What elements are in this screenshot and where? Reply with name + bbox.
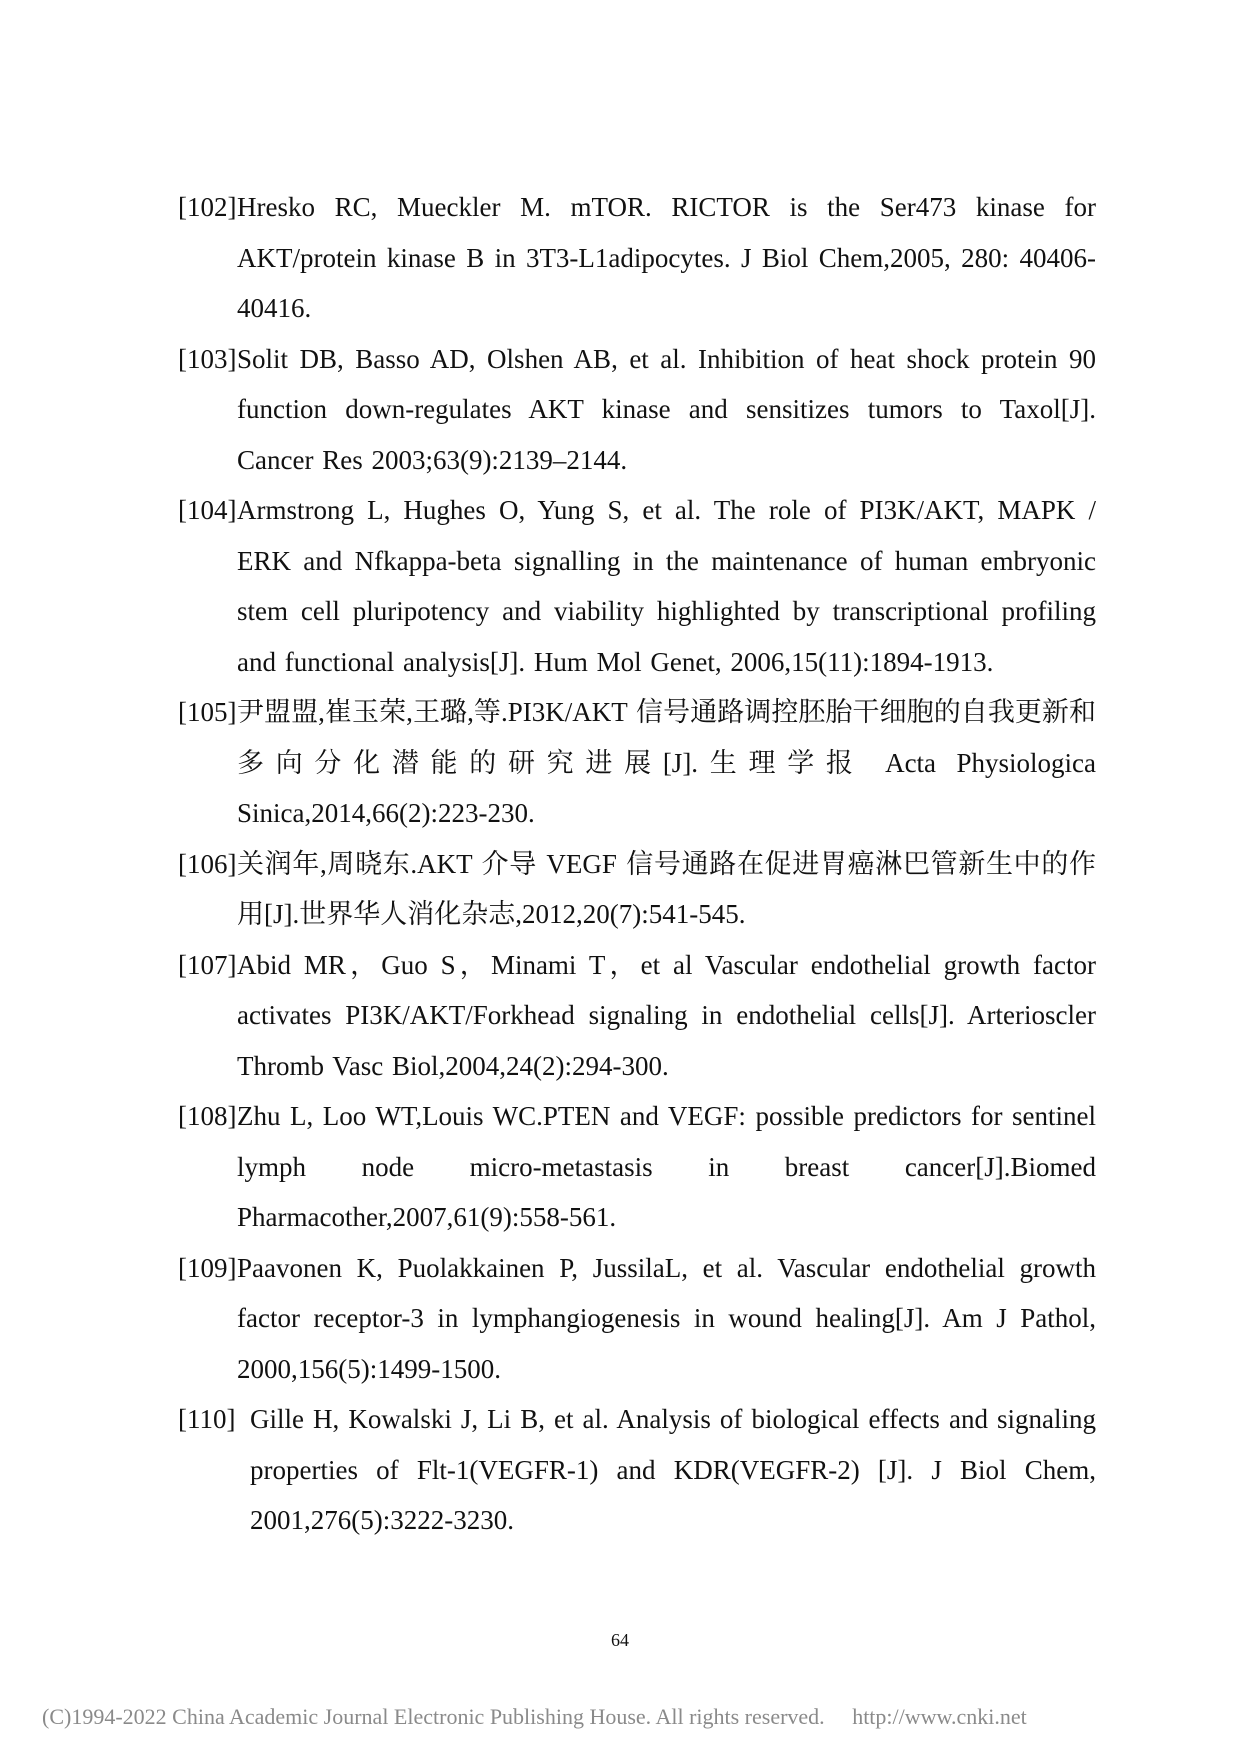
reference-item: [178, 839, 1096, 940]
reference-item: [178, 1091, 1096, 1243]
reference-number: [104]: [178, 495, 237, 525]
reference-number: [105]: [178, 697, 237, 727]
reference-number: [106]: [178, 848, 237, 879]
footer-url-link[interactable]: http://www.cnki.net: [852, 1704, 1027, 1729]
page-number: 64: [611, 1630, 629, 1650]
reference-item: [178, 334, 1096, 486]
copyright-text: (C)1994-2022 China Academic Journal Electronic Publishing House. All rights reserved.: [42, 1704, 825, 1729]
reference-text: Paavonen K, Puolakkainen P, JussilaL, et al. Vascular endothelial growth factor receptor-3 in lymphangiogenesis in wound healing[J]. Am J Pathol, 2000,156(5):1499-1500.: [237, 1252, 1096, 1384]
reference-number: [102]: [178, 192, 237, 222]
reference-list: [178, 182, 1096, 1546]
reference-item: [178, 1394, 1096, 1546]
reference-text: 关润年,周晓东.AKT 介导 VEGF 信号通路在促进胃癌淋巴管新生中的作用[J].世界华人消化杂志,2012,20(7):541-545.: [237, 848, 1096, 929]
reference-number: [103]: [178, 343, 237, 374]
reference-item: [178, 687, 1096, 839]
copyright-footer: [42, 1703, 1027, 1731]
reference-number: [110]: [178, 1404, 236, 1434]
reference-text: Zhu L, Loo WT,Louis WC.PTEN and VEGF: possible predictors for sentinel lymph node micro-metastasis in breast cancer[J].Biomed Pharmacother,2007,61(9):558-561.: [237, 1101, 1096, 1232]
reference-item: [178, 182, 1096, 334]
reference-number: [109]: [178, 1252, 237, 1283]
reference-item: [178, 485, 1096, 687]
reference-text: Gille H, Kowalski J, Li B, et al. Analysis of biological effects and signaling properties of Flt-1(VEGFR-1) and KDR(VEGFR-2) [J]. J Biol Chem, 2001,276(5):3222-3230.: [250, 1404, 1096, 1535]
reference-number: [107]: [178, 949, 237, 980]
reference-text: Abid MR，Guo S，Minami T，et al Vascular endothelial growth factor activates PI3K/AKT/Forkhead signaling in endothelial cells[J]. Arterioscler Thromb Vasc Biol,2004,24(2):294-300.: [237, 949, 1096, 1081]
reference-text: Hresko RC, Mueckler M. mTOR. RICTOR is the Ser473 kinase for AKT/protein kinase B in 3T3-L1adipocytes. J Biol Chem,2005, 280: 40406-40416.: [237, 192, 1096, 323]
reference-item: [178, 940, 1096, 1092]
reference-number: [108]: [178, 1101, 237, 1131]
reference-text: Solit DB, Basso AD, Olshen AB, et al. Inhibition of heat shock protein 90 function down-regulates AKT kinase and sensitizes tumors to Taxol[J]. Cancer Res 2003;63(9):2139–2144.: [237, 343, 1096, 475]
reference-text: Armstrong L, Hughes O, Yung S, et al. The role of PI3K/AKT, MAPK / ERK and Nfkappa-beta signalling in the maintenance of human embryonic stem cell pluripotency and viability highlighted by transcriptional profiling and functional analysis[J]. Hum Mol Genet, 2006,15(11):1894-1913.: [237, 495, 1096, 677]
reference-item: [178, 1243, 1096, 1395]
reference-text: 尹盟盟,崔玉荣,王璐,等.PI3K/AKT 信号通路调控胚胎干细胞的自我更新和多向分化潜能的研究进展[J].生理学报 Acta Physiologica Sinica,2014,66(2):223-230.: [237, 697, 1096, 828]
